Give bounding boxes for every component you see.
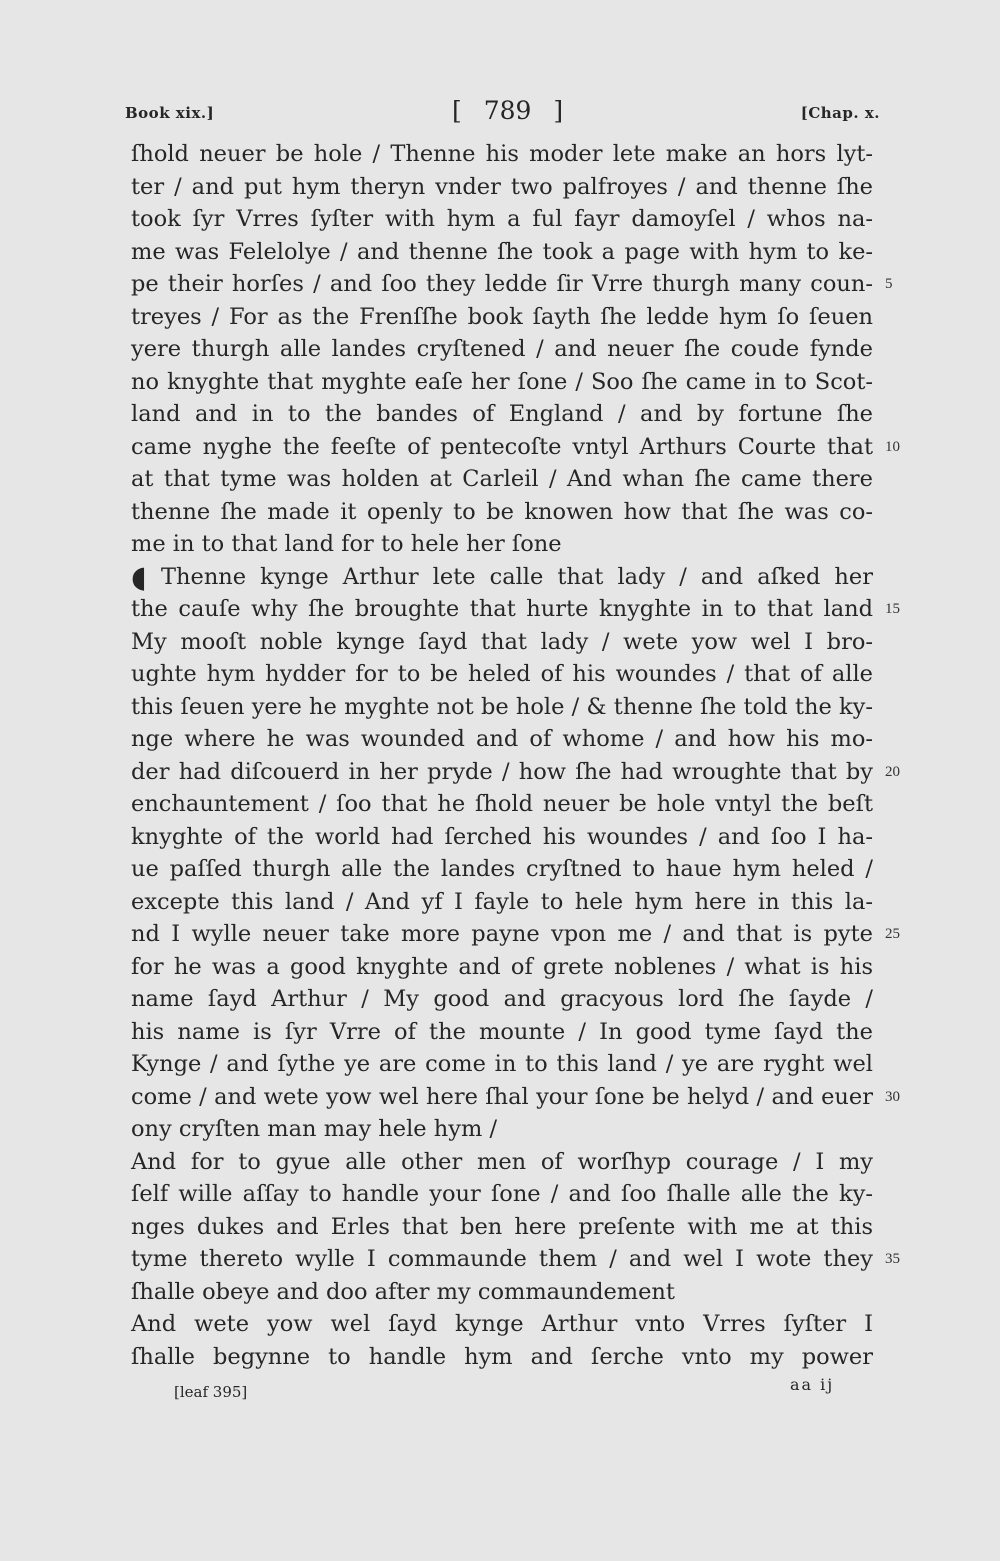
text-line: And wete yow wel ſayd kynge Arthur vnto Vrres ſyſter I [131,1311,873,1337]
text-line: name ſayd Arthur / My good and gracyous lord ſhe ſayde / [131,986,873,1012]
line-number: 35 [885,1251,900,1267]
text-line: me in to that land for to hele her ſone [131,531,562,557]
text-line: ◖ Thenne kynge Arthur lete calle that lady / and aſked her [131,559,873,595]
text-line: knyghte of the world had ſerched his woundes / and ſoo I ha- [131,823,873,850]
text-line: ſelf wille aſſay to handle your ſone / and ſoo ſhalle alle the ky- [131,1181,873,1207]
text-line: nd I wylle neuer take more payne vpon me / and that is pyte 25 [131,918,873,951]
text-line: came nyghe the feeſte of pentecoſte vntyl Arthurs Courte that 10 [131,431,873,464]
paragraph-mark-icon: ◖ [131,559,147,595]
text-line: der had diſcouerd in her pryde / how ſhe had wroughte that by 20 [131,756,873,789]
leaf-reference: [leaf 395] [174,1383,248,1401]
running-header [0,96,1000,136]
page-number: [ 789 ] [452,96,564,125]
text-line: this ſeuen yere he myghte not be hole / & thenne ſhe told the ky- [131,693,873,720]
signature-mark: aa ij [790,1375,835,1394]
text-line: My mooſt noble kynge ſayd that lady / wete yow wel I bro- [131,628,873,655]
line-number: 25 [885,926,900,942]
text-line: treyes / For as the Frenſſhe book ſayth ſhe ledde hym ſo ſeuen [131,303,873,330]
chapter-label: [Chap. x. [800,104,880,122]
text-line: nge where he was wounded and of whome / and how his mo- [131,726,873,752]
text-line: ony cryſten man may hele hym / [131,1116,498,1142]
text-line: ue paſſed thurgh alle the landes cryſtned to haue hym heled / [131,856,873,882]
text-line: the cauſe why ſhe broughte that hurte knyghte in to that land 15 [131,593,873,626]
text-line: nges dukes and Erles that ben here preſente with me at this [131,1213,873,1240]
text-line: took ſyr Vrres ſyſter with hym a ful fayr damoyſel / whos na- [131,206,873,232]
text-line: tyme thereto wylle I commaunde them / and wel I wote they 35 [131,1243,873,1276]
text-line: no knyghte that myghte eaſe her ſone / Soo ſhe came in to Scot- [131,368,873,395]
text-line: excepte this land / And yf I fayle to hele hym here in this la- [131,888,873,915]
line-number: 5 [885,276,893,292]
text-line: ſhalle begynne to handle hym and ſerche vnto my power [131,1343,873,1370]
text-line: ſhold neuer be hole / Thenne his moder lete make an hors lyt- [131,141,873,167]
text-line: me was Felelolye / and thenne ſhe took a page with hym to ke- [131,238,873,265]
body-text [131,138,900,1373]
book-label: Book xix.] [125,104,215,122]
text-line: his name is ſyr Vrre of the mounte / In good tyme ſayd the [131,1018,873,1045]
text-line: ughte hym hydder for to be heled of his woundes / that of alle [131,661,873,687]
line-number: 20 [885,763,900,780]
text-line: pe their horſes / and ſoo they ledde ſir Vrre thurgh many coun- 5 [131,268,873,301]
text-line: ſhalle obeye and doo after my commaundement [131,1278,675,1305]
text-line: yere thurgh alle landes cryſtened / and neuer ſhe coude fynde [131,336,873,362]
text-line: Kynge / and ſythe ye are come in to this land / ye are ryght wel [131,1051,873,1077]
text-line: for he was a good knyghte and of grete noblenes / what is his [131,953,873,980]
text-line: ter / and put hym theryn vnder two palfroyes / and thenne ſhe [131,173,873,200]
text-line: at that tyme was holden at Carleil / And whan ſhe came there [131,466,873,492]
text-line: land and in to the bandes of England / and by fortune ſhe [131,401,873,427]
line-number: 15 [885,601,900,617]
line-number: 10 [885,438,900,455]
line-number: 30 [885,1088,900,1105]
text-line: come / and wete yow wel here ſhal your ſone be helyd / and euer 30 [131,1081,873,1114]
text-line: And for to gyue alle other men of worſhyp courage / I my [131,1148,873,1175]
text-line: thenne ſhe made it openly to be knowen how that ſhe was co- [131,498,873,525]
text-line: enchauntement / ſoo that he ſhold neuer be hole vntyl the beſt [131,791,873,817]
